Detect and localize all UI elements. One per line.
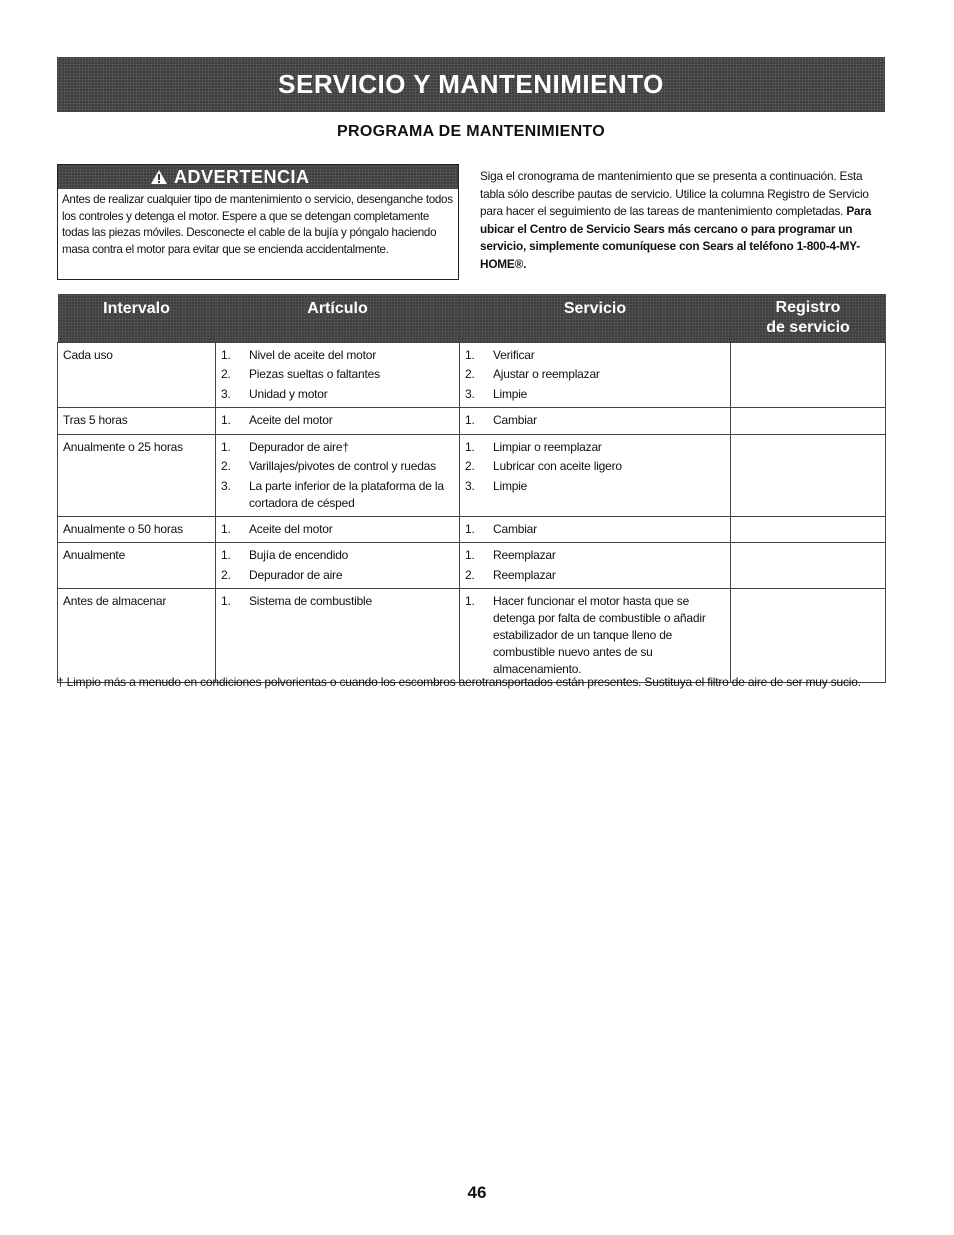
- service-record-cell: [731, 408, 886, 435]
- warning-triangle-icon: [150, 169, 168, 185]
- service-line: [465, 411, 725, 431]
- service-line: [465, 385, 725, 405]
- header-servicio: Servicio: [460, 294, 731, 342]
- maintenance-schedule-table: [57, 294, 886, 683]
- page-number: 46: [467, 1183, 487, 1202]
- item-text: Depurador de aire: [249, 567, 343, 582]
- item-text: Unidad y motor: [249, 386, 328, 401]
- header-articulo: Artículo: [216, 294, 460, 342]
- item-text: Bujía de encendido: [249, 548, 349, 562]
- service-record-cell: [731, 434, 886, 516]
- service-line: [465, 365, 725, 385]
- interval-cell: Cada uso: [58, 342, 216, 408]
- item-number: 1.: [221, 439, 231, 454]
- service-number: 2.: [465, 459, 475, 473]
- item-number: 1.: [221, 347, 231, 362]
- footnote: † Limpio más a menudo en condiciones polvorientas o cuando los escombros aerotransportados están presentes. Sustituya el filtro de aire de ser muy sucio.: [57, 675, 861, 689]
- page-subtitle: PROGRAMA DE MANTENIMIENTO: [337, 123, 605, 140]
- item-text: Depurador de aire†: [249, 439, 349, 454]
- service-line: [465, 477, 725, 497]
- table-row: [58, 408, 886, 435]
- table-row: [58, 516, 886, 543]
- interval-cell: Antes de almacenar: [58, 589, 216, 683]
- service-cell: [460, 434, 731, 516]
- service-line: [465, 457, 725, 477]
- item-cell: [216, 434, 460, 516]
- intro-text: Siga el cronograma de mantenimiento que se presenta a continuación. Esta tabla sólo describe pautas de servicio. Utilice la columna Registro de Servicio para hacer el seguimiento de las tareas de mantenimiento completadas.: [480, 169, 869, 219]
- service-text: Hacer funcionar el motor hasta que se detenga por falta de combustible o añadir estabilizador de un tanque lleno de combustible nuevo antes de su almacenamiento.: [493, 594, 706, 676]
- item-text: Piezas sueltas o faltantes: [249, 367, 380, 381]
- item-text: Sistema de combustible: [249, 594, 372, 608]
- item-number: 1.: [221, 413, 231, 427]
- interval-cell: Anualmente o 50 horas: [58, 516, 216, 543]
- item-number: 3.: [221, 386, 231, 401]
- item-line: [221, 520, 454, 540]
- service-text: Reemplazar: [493, 567, 556, 582]
- intro-bold-text: Para ubicar el Centro de Servicio Sears más cercano o para programar un servicio, simplemente comuníquese con Sears al teléfono 1-800-4-MY-HOME®.: [480, 204, 872, 271]
- service-cell: [460, 589, 731, 683]
- header-intervalo: Intervalo: [58, 294, 216, 342]
- item-text: Nivel de aceite del motor: [249, 347, 377, 362]
- header-registro-line1: Registro: [775, 299, 841, 316]
- service-line: [465, 438, 725, 458]
- service-record-cell: [731, 342, 886, 408]
- item-text: Varillajes/pivotes de control y ruedas: [249, 459, 436, 473]
- service-number: 2.: [465, 367, 475, 381]
- item-cell: [216, 516, 460, 543]
- service-number: 1.: [465, 548, 475, 562]
- item-number: 1.: [221, 521, 231, 536]
- item-cell: [216, 408, 460, 435]
- item-line: [221, 477, 454, 513]
- service-text: Limpie: [493, 478, 528, 493]
- table-row: [58, 434, 886, 516]
- intro-paragraph: [480, 168, 885, 274]
- item-line: [221, 546, 454, 566]
- service-number: 1.: [465, 347, 475, 362]
- service-number: 1.: [465, 413, 475, 427]
- service-line: [465, 592, 725, 679]
- service-cell: [460, 408, 731, 435]
- item-line: [221, 411, 454, 431]
- service-cell: [460, 543, 731, 589]
- item-line: [221, 346, 454, 366]
- service-number: 1.: [465, 594, 475, 608]
- service-text: Limpie: [493, 386, 528, 401]
- service-cell: [460, 516, 731, 543]
- section-title: SERVICIO Y MANTENIMIENTO: [278, 69, 664, 99]
- table-row: [58, 589, 886, 683]
- item-text: Aceite del motor: [249, 521, 333, 536]
- item-cell: [216, 342, 460, 408]
- service-line: [465, 346, 725, 366]
- warning-header: [58, 165, 458, 189]
- warning-text: Antes de realizar cualquier tipo de mantenimiento o servicio, desenganche todos los controles y detenga el motor. Espere a que se detengan completamente todas las piezas móviles. Desconecte el cable de la bujía y póngalo haciendo masa contra el motor para evitar que se encienda accidentalmente.: [62, 193, 453, 256]
- warning-title: ADVERTENCIA: [174, 166, 310, 187]
- table-header-row: [58, 294, 886, 342]
- item-text: La parte inferior de la plataforma de la cortadora de césped: [249, 478, 444, 510]
- service-text: Verificar: [493, 347, 535, 362]
- item-number: 3.: [221, 478, 231, 493]
- service-record-cell: [731, 543, 886, 589]
- item-line: [221, 592, 454, 612]
- service-text: Limpiar o reemplazar: [493, 439, 602, 454]
- item-number: 2.: [221, 367, 231, 381]
- item-line: [221, 566, 454, 586]
- interval-cell: Anualmente o 25 horas: [58, 434, 216, 516]
- item-cell: [216, 543, 460, 589]
- service-line: [465, 546, 725, 566]
- item-text: Aceite del motor: [249, 413, 333, 427]
- service-text: Cambiar: [493, 521, 537, 536]
- interval-cell: Anualmente: [58, 543, 216, 589]
- service-record-cell: [731, 516, 886, 543]
- item-line: [221, 457, 454, 477]
- item-number: 2.: [221, 459, 231, 473]
- item-number: 1.: [221, 548, 231, 562]
- interval-cell: Tras 5 horas: [58, 408, 216, 435]
- item-line: [221, 385, 454, 405]
- service-text: Cambiar: [493, 413, 537, 427]
- item-number: 1.: [221, 594, 231, 608]
- service-number: 1.: [465, 439, 475, 454]
- service-number: 3.: [465, 478, 475, 493]
- item-cell: [216, 589, 460, 683]
- service-cell: [460, 342, 731, 408]
- service-record-cell: [731, 589, 886, 683]
- header-registro: [731, 294, 886, 342]
- service-number: 2.: [465, 567, 475, 582]
- service-number: 1.: [465, 521, 475, 536]
- service-text: Ajustar o reemplazar: [493, 367, 600, 381]
- warning-box: [57, 164, 459, 280]
- item-number: 2.: [221, 567, 231, 582]
- service-text: Lubricar con aceite ligero: [493, 459, 622, 473]
- header-registro-line2: de servicio: [766, 319, 850, 336]
- service-number: 3.: [465, 386, 475, 401]
- service-text: Reemplazar: [493, 548, 556, 562]
- item-line: [221, 365, 454, 385]
- table-row: [58, 543, 886, 589]
- section-banner: [57, 57, 885, 112]
- service-line: [465, 520, 725, 540]
- table-row: [58, 342, 886, 408]
- service-line: [465, 566, 725, 586]
- item-line: [221, 438, 454, 458]
